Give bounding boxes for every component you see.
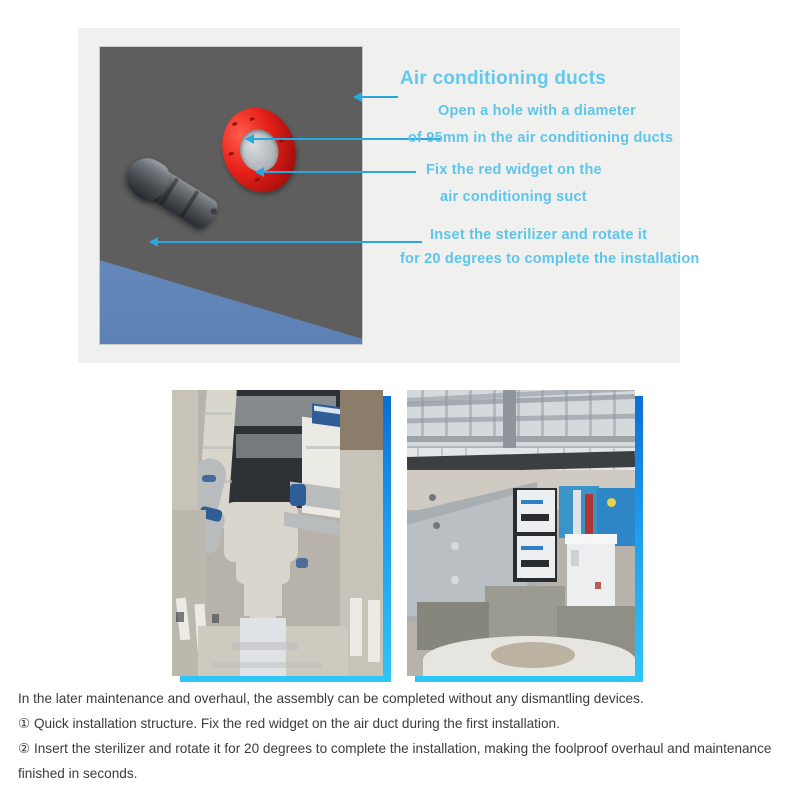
callout-arrow-duct (354, 96, 398, 98)
callout-line-fix-widget-2: air conditioning suct (440, 189, 587, 205)
installation-3d-render (100, 47, 362, 344)
sterilizer-module (119, 150, 228, 239)
photo-image-air-handling-unit (407, 390, 635, 676)
red-widget-flange (211, 98, 307, 203)
callout-line-hole-diameter-1: Open a hole with a diameter (438, 103, 636, 119)
description-paragraph-intro: In the later maintenance and overhaul, the assembly can be completed without any dismantling devices. (18, 691, 644, 706)
callout-line-hole-diameter-2: of 95mm in the air conditioning ducts (408, 130, 674, 146)
installation-diagram-card (78, 28, 700, 363)
photo-hvac-duct-corridor (172, 390, 383, 676)
photo-image-duct-corridor (172, 390, 383, 676)
callout-arrow-sterilizer (150, 241, 422, 243)
duct-surface-highlight (100, 196, 362, 344)
callout-line-insert-sterilizer-2: for 20 degrees to complete the installation (400, 251, 700, 267)
description-text-block (18, 686, 782, 786)
callout-arrow-widget (256, 171, 416, 173)
photo-industrial-air-handling-unit (407, 390, 635, 676)
description-paragraph-step-2: ② Insert the sterilizer and rotate it for 20 degrees to complete the installation, making the foolproof overhaul and maintenance finished in seconds. (18, 741, 772, 781)
callout-line-fix-widget-1: Fix the red widget on the (426, 162, 602, 178)
callout-line-insert-sterilizer-1: Inset the sterilizer and rotate it (430, 227, 648, 243)
callout-title-air-conditioning-ducts: Air conditioning ducts (400, 68, 606, 89)
description-paragraph-step-1: ① Quick installation structure. Fix the red widget on the air duct during the first installation. (18, 716, 560, 731)
